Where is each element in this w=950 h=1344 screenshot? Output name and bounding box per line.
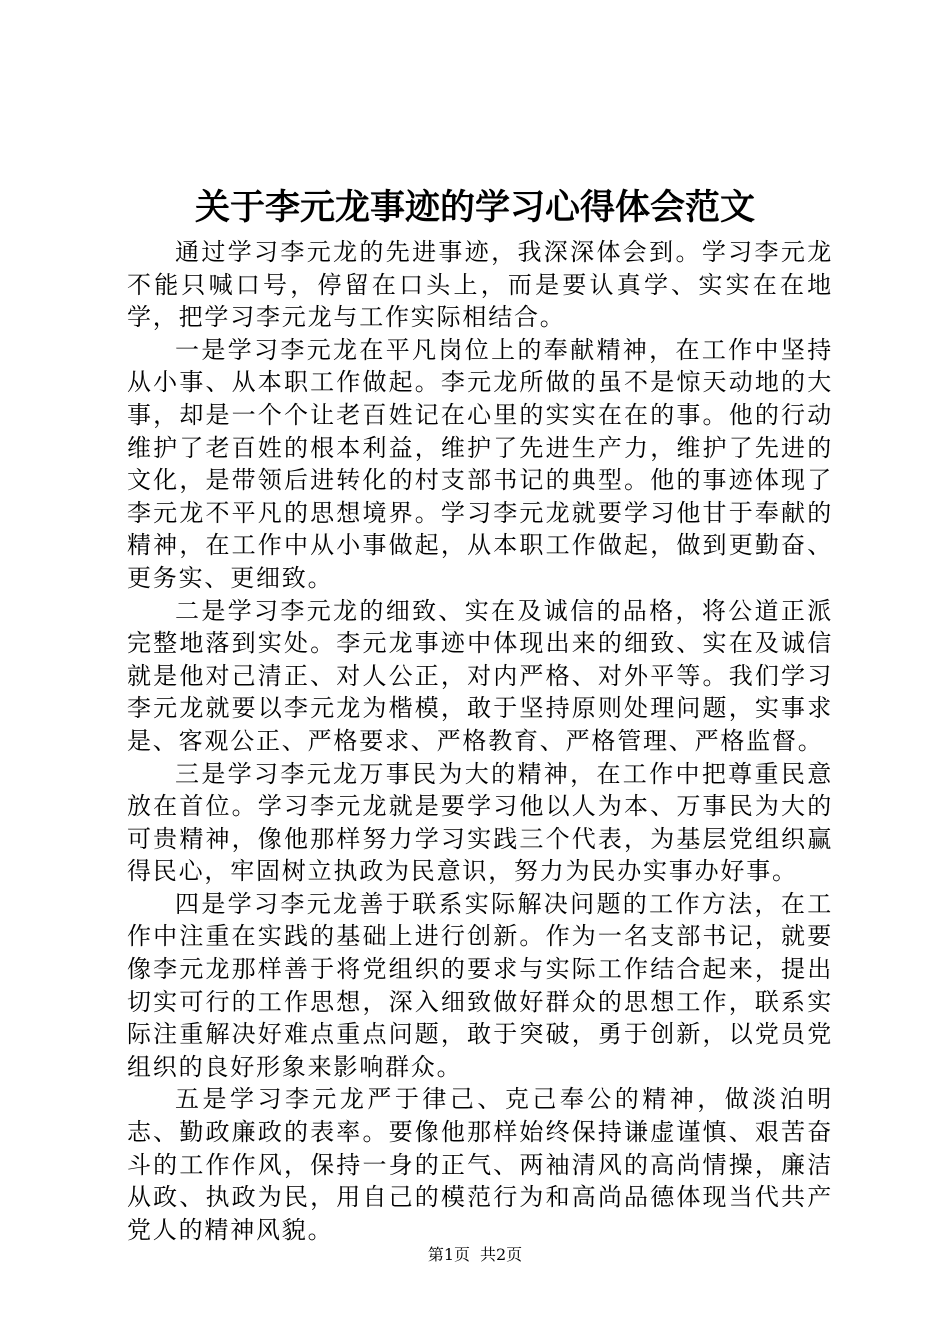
page-footer [0, 1245, 950, 1265]
paragraph-point-2: 二是学习李元龙的细致、实在及诚信的品格，将公道正派完整地落到实处。李元龙事迹中体现出来的细致、实在及诚信就是他对己清正、对人公正，对内严格、对外平等。我们学习李元龙就要以李元龙为楷模，敢于坚持原则处理问题，实事求是、客观公正、严格要求、严格教育、严格管理、严格监督。 [127, 596, 833, 755]
document-title: 关于李元龙事迹的学习心得体会范文 [194, 187, 755, 228]
paragraph-point-4: 四是学习李元龙善于联系实际解决问题的工作方法，在工作中注重在实践的基础上进行创新。作为一名支部书记，就要像李元龙那样善于将党组织的要求与实际工作结合起来，提出切实可行的工作思想，深入细致做好群众的思想工作，联系实际注重解决好难点重点问题，敢于突破，勇于创新，以党员党组织的良好形象来影响群众。 [127, 889, 833, 1081]
page-number: 第1页 [427, 1245, 470, 1264]
paragraph-intro: 通过学习李元龙的先进事迹，我深深体会到。学习李元龙不能只喊口号，停留在口头上，而是要认真学、实实在在地学，把学习李元龙与工作实际相结合。 [127, 238, 833, 332]
document-body [127, 236, 833, 1246]
paragraph-point-3: 三是学习李元龙万事民为大的精神，在工作中把尊重民意放在首位。学习李元龙就是要学习他以人为本、万事民为大的可贵精神，像他那样努力学习实践三个代表，为基层党组织赢得民心，牢固树立执政为民意识，努力为民办实事办好事。 [127, 759, 833, 886]
paragraph-point-1: 一是学习李元龙在平凡岗位上的奉献精神，在工作中坚持从小事、从本职工作做起。李元龙所做的虽不是惊天动地的大事，却是一个个让老百姓记在心里的实实在在的事。他的行动维护了老百姓的根本利益，维护了先进生产力，维护了先进的文化，是带领后进转化的村支部书记的典型。他的事迹体现了李元龙不平凡的思想境界。学习李元龙就要学习他甘于奉献的精神，在工作中从小事做起，从本职工作做起，做到更勤奋、更务实、更细致。 [127, 335, 833, 592]
page-total: 共2页 [480, 1245, 523, 1264]
paragraph-point-5: 五是学习李元龙严于律己、克己奉公的精神，做淡泊明志、勤政廉政的表率。要像他那样始终保持谦虚谨慎、艰苦奋斗的工作作风，保持一身的正气、两袖清风的高尚情操，廉洁从政、执政为民，用自己的模范行为和高尚品德体现当代共产党人的精神风貌。 [127, 1085, 833, 1244]
